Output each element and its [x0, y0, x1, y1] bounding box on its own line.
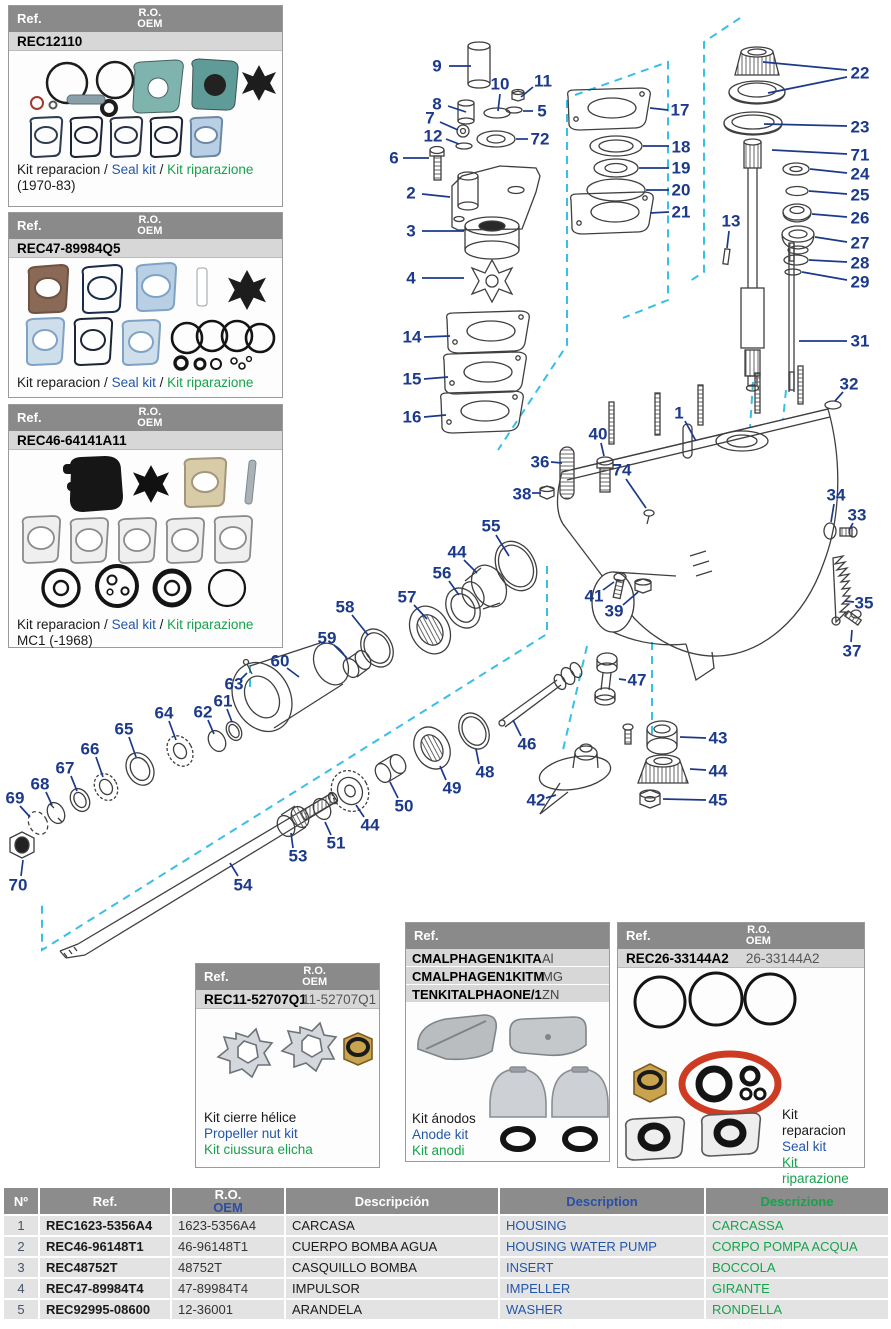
callout-leader-40	[601, 443, 604, 456]
callout-number-10: 10	[490, 74, 510, 94]
callout-leader-54	[230, 863, 238, 876]
caption-it: Kit riparazione	[782, 1155, 849, 1186]
callout-leader-29	[802, 272, 847, 280]
callout-leader-17	[650, 108, 668, 110]
caption-es: Kit reparacion	[17, 617, 101, 632]
callout-leader-61	[227, 709, 232, 722]
callout-number-64: 64	[154, 703, 174, 723]
callout-leader-26	[812, 214, 847, 217]
kit-box-header	[618, 923, 864, 949]
callout-number-58: 58	[335, 597, 355, 617]
callout-number-3: 3	[406, 221, 416, 241]
ref-column-label: Ref.	[17, 11, 42, 26]
callout-number-56: 56	[432, 563, 452, 583]
callout-number-72: 72	[530, 129, 550, 149]
callout-number-34: 34	[826, 485, 846, 505]
callout-leader-67	[71, 776, 77, 791]
ref-column-label: Ref.	[626, 928, 651, 943]
ref-column-label: Ref.	[414, 928, 439, 943]
caption-note: MC1 (-1968)	[17, 633, 93, 648]
kit-box-rec12110	[8, 5, 283, 207]
callout-number-18: 18	[671, 137, 691, 157]
kit-ref-number: REC26-33144A2 26-33144A2	[618, 949, 864, 968]
callout-number-12: 12	[423, 126, 443, 146]
callout-leader-16	[424, 415, 446, 417]
callout-number-5: 5	[537, 101, 547, 121]
callout-number-29: 29	[850, 272, 870, 292]
caption-es: Kit ánodos	[412, 1111, 476, 1126]
callout-number-70: 70	[8, 875, 28, 895]
callout-leader-28	[809, 260, 847, 262]
kit-ref-number: REC12110	[9, 32, 282, 51]
callout-number-35: 35	[854, 593, 874, 613]
kit-box-anode	[405, 922, 610, 1162]
callout-number-7: 7	[425, 108, 435, 128]
kit-box-propeller-nut	[195, 963, 380, 1168]
callout-number-74: 74	[612, 460, 632, 480]
col-desc-en: Description	[500, 1188, 704, 1214]
kit-ref-number: REC47-89984Q5	[9, 239, 282, 258]
callout-leader-70	[21, 860, 23, 876]
callout-number-59: 59	[317, 628, 337, 648]
col-no: Nº	[4, 1188, 38, 1214]
callout-number-9: 9	[432, 56, 442, 76]
caption-en: Seal kit	[111, 162, 156, 177]
caption-it: Kit riparazione	[167, 375, 254, 390]
oem-column-label: R.O. OEM	[137, 406, 163, 429]
callout-leader-14	[424, 336, 450, 337]
kit-box-header	[196, 964, 379, 990]
callout-leader-23	[764, 124, 847, 126]
callout-number-46: 46	[517, 734, 537, 754]
callout-leader-21	[650, 212, 669, 213]
kit-photo	[9, 53, 282, 161]
callout-number-43: 43	[708, 728, 728, 748]
kit-box-header	[9, 6, 282, 32]
anode-ref-row: TENKITALPHAONE/1 ZN	[406, 985, 609, 1003]
callout-number-40: 40	[588, 424, 608, 444]
callout-number-14: 14	[402, 327, 422, 347]
callout-number-45: 45	[708, 790, 728, 810]
callout-number-42: 42	[526, 790, 546, 810]
callout-number-50: 50	[394, 796, 414, 816]
kit-caption: Kit reparacion / Seal kit / Kit riparazione MC1 (-1968)	[17, 617, 254, 648]
callout-number-25: 25	[850, 185, 870, 205]
caption-es: Kit reparacion	[782, 1107, 846, 1138]
kit-caption	[782, 1107, 864, 1187]
caption-note: (1970-83)	[17, 178, 76, 193]
caption-es: Kit reparacion	[17, 162, 101, 177]
callout-leader-43	[680, 737, 706, 738]
col-desc-es: Descripción	[286, 1188, 498, 1214]
kit-photo	[196, 1011, 379, 1106]
ref-column-label: Ref.	[17, 410, 42, 425]
kit-box-rec26-33144a2	[617, 922, 865, 1186]
callout-number-16: 16	[402, 407, 422, 427]
kit-caption	[412, 1111, 476, 1159]
kit-oem-number: 11-52707Q1	[302, 992, 377, 1007]
callout-number-63: 63	[224, 674, 244, 694]
callout-number-51: 51	[326, 833, 346, 853]
kit-ref-number: REC11-52707Q1 11-52707Q1	[196, 990, 379, 1009]
callout-leader-36	[551, 462, 562, 463]
callout-leader-27	[815, 237, 847, 242]
callout-leader-12	[446, 139, 459, 144]
callout-leader-13	[727, 231, 729, 248]
col-ref: Ref.	[40, 1188, 170, 1214]
caption-en: Anode kit	[412, 1127, 469, 1142]
oem-column-label: R.O. OEM	[745, 924, 771, 947]
kit-caption	[204, 1110, 313, 1158]
callout-number-33: 33	[847, 505, 867, 525]
callout-leader-2	[422, 194, 450, 197]
oem-column-label: R.O. OEM	[137, 7, 163, 30]
callout-number-66: 66	[80, 739, 100, 759]
callout-number-15: 15	[402, 369, 422, 389]
callout-leader-25	[809, 191, 847, 194]
callout-leader-66	[96, 757, 103, 777]
oem-column-label: R.O. OEM	[302, 965, 328, 988]
callout-leader-44	[464, 560, 477, 573]
table-row: 1 REC1623-5356A4 1623-5356A4 CARCASA HOUSING CARCASSA	[4, 1216, 888, 1235]
caption-en: Seal kit	[111, 375, 156, 390]
callout-number-55: 55	[481, 516, 501, 536]
caption-en: Seal kit	[111, 617, 156, 632]
callout-number-6: 6	[389, 148, 399, 168]
caption-es: Kit cierre hélice	[204, 1110, 297, 1125]
callout-leader-58	[352, 615, 368, 635]
caption-en: Propeller nut kit	[204, 1126, 298, 1141]
callout-number-62: 62	[193, 702, 213, 722]
table-row: 5 REC92995-08600 12-36001 ARANDELA WASHER RONDELLA	[4, 1300, 888, 1319]
anode-material: MG	[542, 969, 563, 984]
callout-number-19: 19	[671, 158, 691, 178]
kit-box-header	[9, 405, 282, 431]
callout-number-28: 28	[850, 253, 870, 273]
callout-number-23: 23	[850, 117, 870, 137]
table-row: 4 REC47-89984T4 47-89984T4 IMPULSOR IMPELLER GIRANTE	[4, 1279, 888, 1298]
callout-leader-47	[619, 679, 626, 680]
callout-leader-8	[448, 106, 466, 112]
anode-material: ZN	[542, 987, 560, 1002]
callout-number-47: 47	[627, 670, 647, 690]
callout-number-53: 53	[288, 846, 308, 866]
callout-number-24: 24	[850, 164, 870, 184]
kit-photo	[9, 452, 282, 612]
ref-column-label: Ref.	[204, 969, 229, 984]
kit-ref-number: REC46-64141A11	[9, 431, 282, 450]
table-row: 3 REC48752T 48752T CASQUILLO BOMBA INSERT BOCCOLA	[4, 1258, 888, 1277]
kit-oem-number: 26-33144A2	[745, 951, 820, 966]
callout-number-4: 4	[406, 268, 416, 288]
anode-ref-row: CMALPHAGEN1KITA Al	[406, 949, 609, 967]
callout-leader-44	[690, 769, 706, 770]
caption-it: Kit riparazione	[167, 617, 254, 632]
callout-number-36: 36	[530, 452, 550, 472]
table-row: 2 REC46-96148T1 46-96148T1 CUERPO BOMBA AGUA HOUSING WATER PUMP CORPO POMPA ACQUA	[4, 1237, 888, 1256]
callout-number-57: 57	[397, 587, 417, 607]
callout-number-60: 60	[270, 651, 290, 671]
kit-box-header	[9, 213, 282, 239]
callout-number-26: 26	[850, 208, 870, 228]
callout-number-8: 8	[432, 94, 442, 114]
callout-number-54: 54	[233, 875, 253, 895]
anode-material: Al	[542, 951, 554, 966]
callout-number-32: 32	[839, 374, 859, 394]
callout-number-21: 21	[671, 202, 691, 222]
callout-leader-7	[440, 122, 458, 130]
kit-caption: Kit reparacion / Seal kit / Kit riparazione	[17, 375, 254, 390]
callout-leader-1	[685, 421, 696, 441]
kit-photo	[9, 260, 282, 372]
callout-number-17: 17	[670, 100, 690, 120]
col-desc-it: Descrizione	[706, 1188, 888, 1214]
oem-column-label: R.O. OEM	[137, 214, 163, 237]
callout-number-71: 71	[850, 145, 870, 165]
callout-number-67: 67	[55, 758, 75, 778]
callout-number-31: 31	[850, 331, 870, 351]
kit-box-header	[406, 923, 609, 949]
callout-number-44: 44	[447, 542, 467, 562]
callout-number-11: 11	[534, 71, 552, 91]
caption-en: Seal kit	[782, 1139, 827, 1154]
anode-ref-row: CMALPHAGEN1KITM MG	[406, 967, 609, 985]
callout-leader-71	[772, 150, 847, 154]
callout-leader-35	[845, 601, 854, 602]
callout-number-22: 22	[850, 63, 870, 83]
kit-box-rec46-64141a11	[8, 404, 283, 648]
callout-leader-24	[810, 169, 847, 173]
callout-number-27: 27	[850, 233, 870, 253]
ref-column-label: Ref.	[17, 218, 42, 233]
parts-table-header	[4, 1188, 888, 1214]
callout-number-38: 38	[512, 484, 532, 504]
callout-number-41: 41	[584, 586, 604, 606]
caption-it: Kit anodi	[412, 1143, 465, 1158]
callout-number-44: 44	[708, 761, 728, 781]
callout-number-68: 68	[30, 774, 50, 794]
callout-number-39: 39	[604, 601, 624, 621]
callout-number-69: 69	[5, 788, 25, 808]
col-oem: R.O. OEM	[172, 1188, 284, 1214]
caption-es: Kit reparacion	[17, 375, 101, 390]
parts-table	[2, 1186, 890, 1321]
callout-number-2: 2	[406, 183, 416, 203]
callout-leader-37	[851, 630, 852, 642]
callout-number-20: 20	[671, 180, 691, 200]
callout-leader-69	[20, 806, 30, 817]
kit-caption: Kit reparacion / Seal kit / Kit riparazione (1970-83)	[17, 162, 254, 193]
caption-it: Kit riparazione	[167, 162, 254, 177]
kit-box-rec47-89984q5	[8, 212, 283, 398]
callout-number-1: 1	[674, 403, 684, 423]
caption-it: Kit ciussura elicha	[204, 1142, 313, 1157]
callout-number-37: 37	[842, 641, 862, 661]
callout-number-49: 49	[442, 778, 462, 798]
callout-leader-45	[663, 799, 706, 800]
callout-number-61: 61	[213, 691, 233, 711]
callout-number-13: 13	[721, 211, 741, 231]
callout-number-44: 44	[360, 815, 380, 835]
callout-leader-68	[46, 792, 52, 805]
callout-number-48: 48	[475, 762, 495, 782]
callout-number-65: 65	[114, 719, 134, 739]
